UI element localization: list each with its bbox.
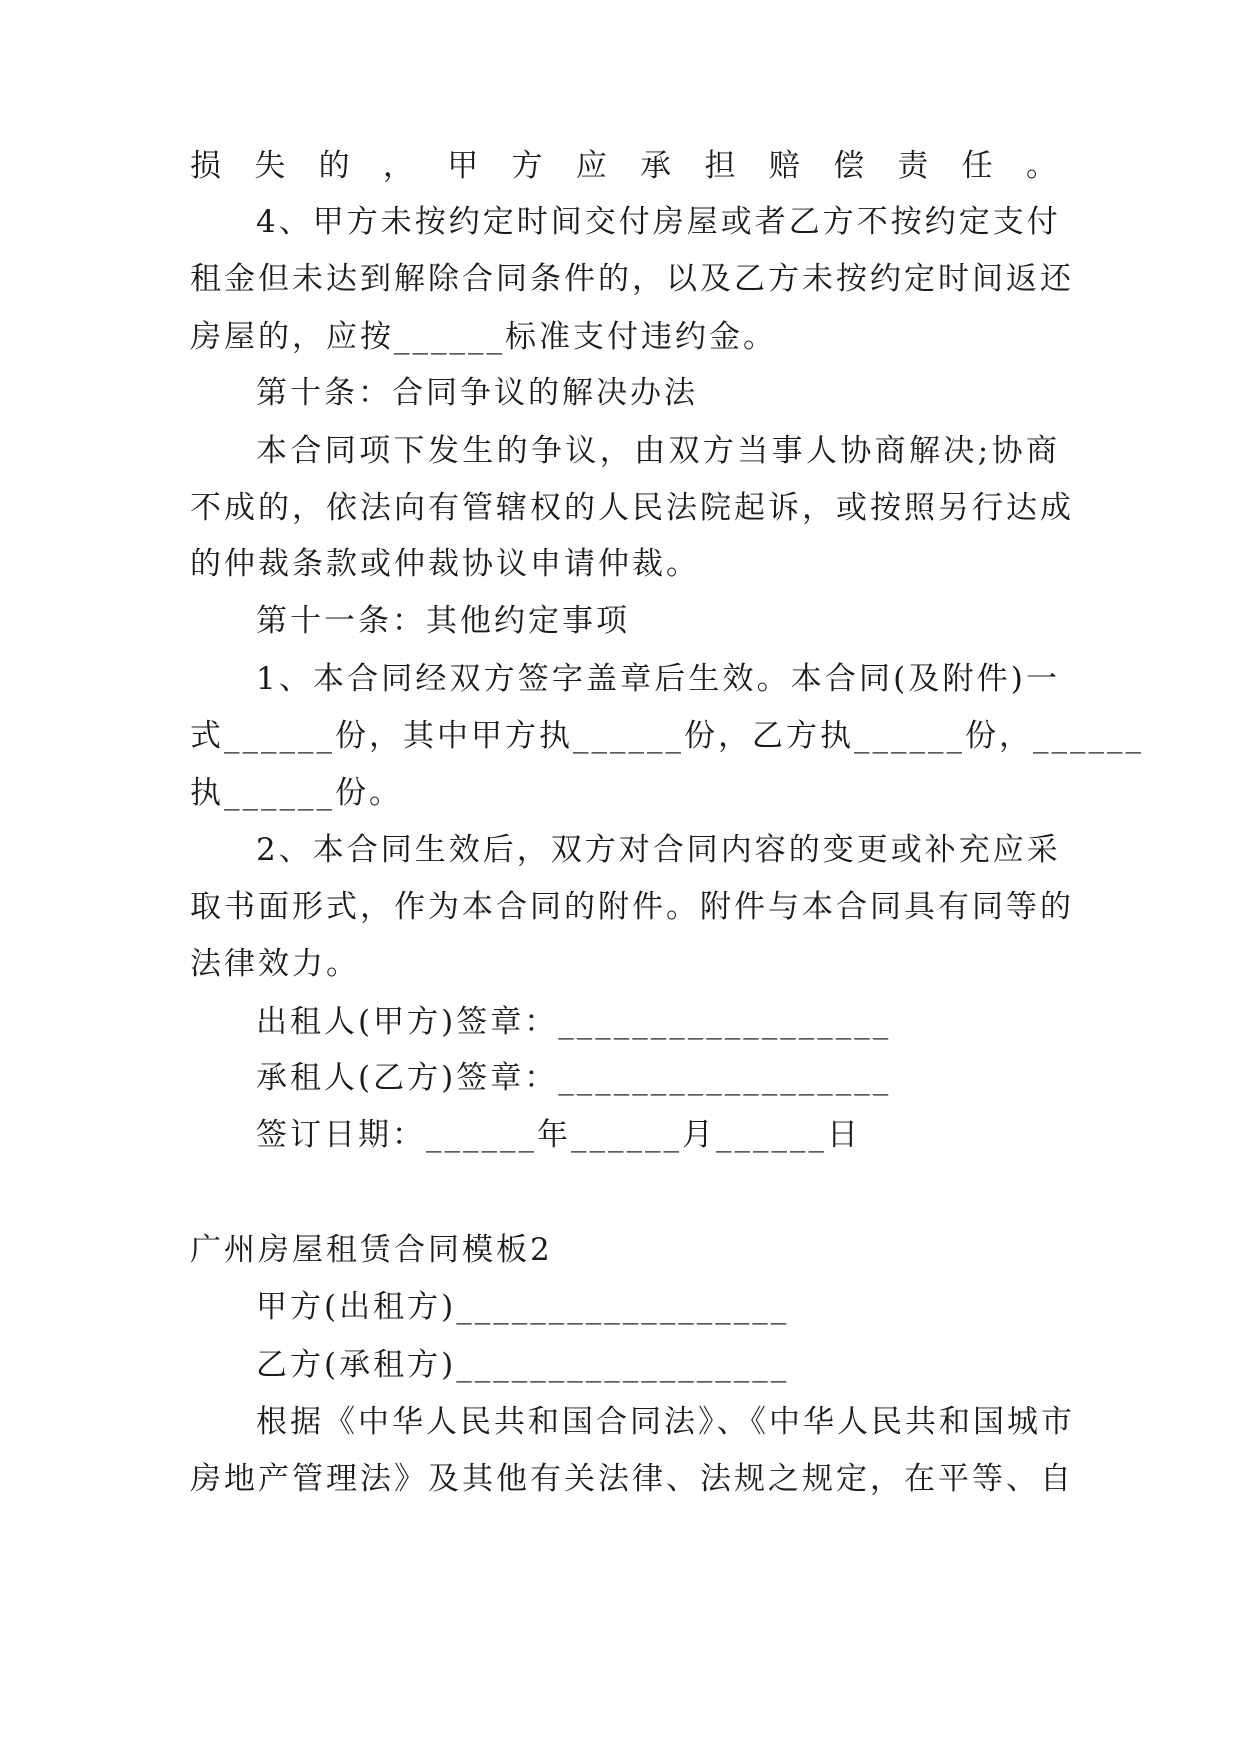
party-a-line: 甲方(出租方)__________________ <box>256 1289 790 1325</box>
paragraph-line: 房地产管理法》及其他有关法律、法规之规定，在平等、自 <box>190 1461 1074 1497</box>
paragraph-line: 房屋的，应按______标准支付违约金。 <box>190 319 777 355</box>
paragraph-line: 根据《中华人民共和国合同法》、《中华人民共和国城市 <box>256 1404 1075 1440</box>
paragraph-line: 本合同项下发生的争议，由双方当事人协商解决;协商 <box>256 433 1060 469</box>
paragraph-line: 1、本合同经双方签字盖章后生效。本合同(及附件)一 <box>256 661 1060 697</box>
paragraph-line: 4、甲方未按约定时间交付房屋或者乙方不按约定支付 <box>256 204 1061 240</box>
paragraph-line: 式______份，其中甲方执______份，乙方执______份，______ <box>190 718 1144 754</box>
section-heading: 第十一条：其他约定事项 <box>256 603 630 639</box>
signature-line-lessor: 出租人(甲方)签章：__________________ <box>256 1004 892 1040</box>
paragraph-line: 取书面形式，作为本合同的附件。附件与本合同具有同等的 <box>190 889 1074 925</box>
paragraph-line: 不成的，依法向有管辖权的人民法院起诉，或按照另行达成 <box>190 490 1074 526</box>
section-heading: 第十条：合同争议的解决办法 <box>256 375 698 411</box>
paragraph-line: 的仲裁条款或仲裁协议申请仲裁。 <box>190 546 700 582</box>
party-b-line: 乙方(承租方)__________________ <box>256 1347 790 1383</box>
signing-date-line: 签订日期：______年______月______日 <box>256 1117 861 1153</box>
paragraph-line: 租金但未达到解除合同条件的，以及乙方未按约定时间返还 <box>190 261 1074 297</box>
document-title: 广州房屋租赁合同模板2 <box>190 1232 553 1268</box>
paragraph-line: 法律效力。 <box>190 946 360 982</box>
paragraph-line: 2、本合同生效后，双方对合同内容的变更或补充应采 <box>256 832 1061 868</box>
paragraph-line: 执______份。 <box>190 775 403 811</box>
paragraph-line: 损失的，甲方应承担赔偿责任。 <box>190 148 1060 184</box>
signature-line-lessee: 承租人(乙方)签章：__________________ <box>256 1060 892 1096</box>
